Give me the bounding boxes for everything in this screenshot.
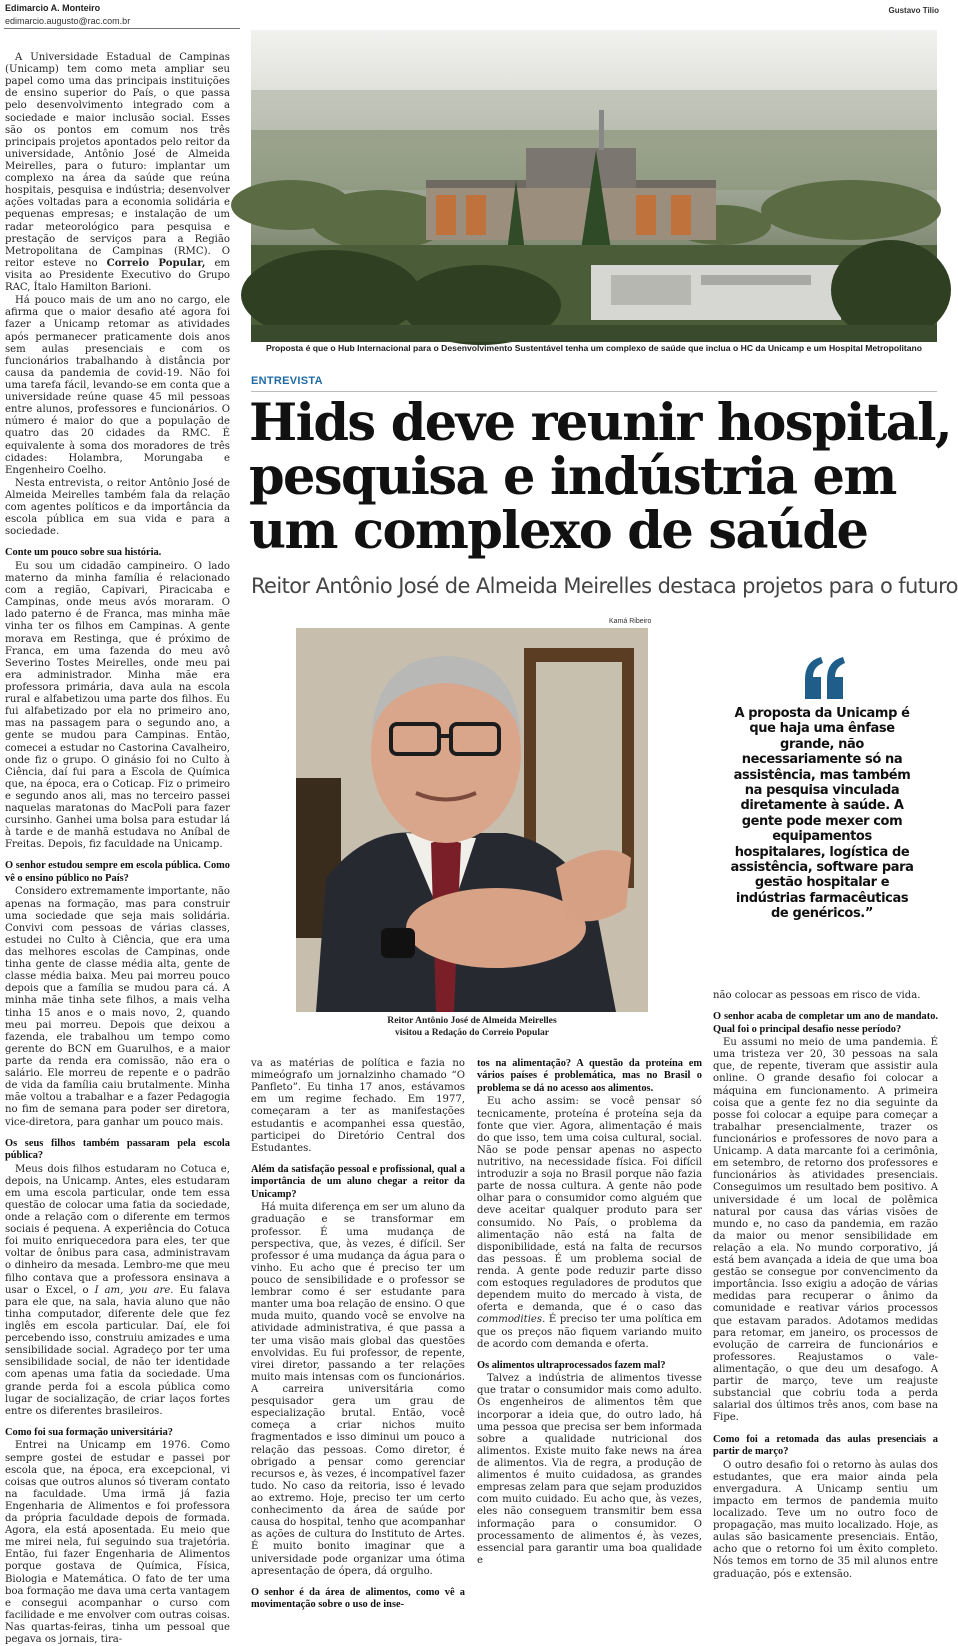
- interview-answer: Eu acho assim: se você pensar só tecnicamente, proteína é proteína seja da fonte que vier. Agora, alimentação é mais do que isso, tem uma coisa cultural, social. Não se pode pensar apenas no aspecto nutritivo, na necessidade física. Foi difícil introduzir a soja no Brasil porque não fazia parte de nossa cultura. A gente não pode olhar para o consumidor como alguém que deve aceitar qualquer produto para ser consumido. No País, o problema da alimentação não está na falta de disponibilidade, está na falta de recursos das pessoas. É um problema social de renda. A gente pode reduzir parte disso com estoques reguladores de produtos que dependem muito do mercado à vista, de oferta e demanda, que é o caso das commodities. É preciso ter uma política em que os preços não fiquem variando muito de acordo com demanda e oferta.: [477, 1096, 703, 1350]
- portrait-caption-line: visitou a Redação do Correio Popular: [394, 1026, 550, 1038]
- headline-line: um complexo de saúde: [249, 501, 868, 561]
- pull-quote-line: necessariamente só na: [741, 752, 903, 768]
- intro-paragraph: Nesta entrevista, o reitor Antônio José de Almeida Meirelles também fala da relação com agentes políticos e da importância da escola pública em sua vida e para a sociedade.: [5, 477, 230, 538]
- pull-quote-line: na pesquisa vinculada: [744, 783, 900, 799]
- top-photo-caption: Proposta é que o Hub Internacional para o Desenvolvimento Sustentável tenha um complexo de saúde que inclua o HC da Unicamp e um Hospital Metropolitano: [265, 343, 923, 353]
- portrait-caption: [340, 1015, 604, 1038]
- author-name: Edimarcio A. Monteiro: [5, 3, 101, 13]
- interview-answer: Meus dois filhos estudaram no Cotuca e, depois, na Unicamp. Antes, eles estudaram em uma escola particular, onde tem essa questão de colocar uma fatia da sociedade, onde a relação com o diferente em termos sociais é pequena. A experiência do Cotuca foi muito enriquecedora para eles, ter que voltar de ônibus para casa, administravam o dinheiro da mesada. Lembro-me que meu filho contava que a professora ensinava a usar o Excel, o I am, you are. Eu falava para ele que, na sala, havia aluno que não tinha computador, diferente dele que fez inglês em escola particular. Daí, ele foi percebendo isso, construiu amizades e uma sensibilidade social. Agradeço por ter uma sensibilidade social, de não ter identidade com apenas uma fatia da sociedade. Uma grande perda foi a escola pública como lugar de socialização, de criar laços fortes entre os diferentes brasileiros.: [5, 1163, 230, 1417]
- kicker-divider: [251, 391, 937, 392]
- pull-quote-line: A proposta da Unicamp é: [734, 706, 910, 721]
- rector-portrait-photo: [296, 628, 648, 1012]
- interview-answer: Eu assumi no meio de uma pandemia. É uma tristeza ver 20, 30 pessoas na sala que, de repente, tiveram que assistir aula online. O grande desafio foi colocar a máquina em funcionamento. A primeira coisa que a gente fez no dia seguinte da posse foi colocar a equipe para começar a trabalhar presencialmente, trazer os funcionários e professores de novo para a Unicamp. A data marcante foi a cerimônia, em setembro, de retorno dos professores e funcionários às atividades presenciais. Conseguimos um resultado bem positivo. A universidade é um local de polêmica natural por causa das várias visões de mundo e, no caso da pandemia, em razão da maior ou menor sensibilidade em relação a ela. No mundo corporativo, já está bem avançada a ideia de que uma boa gestão se consegue por convencimento da importância. Isso exigiu a adoção de várias medidas para recuperar o ânimo da comunidade e reativar vários processos que estavam parados. Adotamos medidas para retomar, em janeiro, os processos de evolução de carreira de funcionários e professores. Reajustamos o vale-alimentação, o que deu um desafogo. A partir de março, teve um reajuste substancial que cobriu toda a perda salarial dos últimos três anos, com base na Fipe.: [713, 1037, 938, 1424]
- pull-quote-line: indústrias farmacêuticas: [735, 890, 909, 906]
- pull-quote-line: diretamente à saúde. A: [740, 798, 904, 814]
- interview-answer: Talvez a indústria de alimentos tivesse que tratar o consumidor mais como adulto. Os engenheiros de alimentos têm que incorporar a ideia que, do outro lado, há uma pessoa que precisa ser bem informada sobre a qualidade nutricional dos alimentos. Existe muito fake news na área de alimentos. Via de regra, a produção de alimentos é muito cuidadosa, as grandes empresas zelam para que sejam produzidos com muito cuidado. Eu acho que, às vezes, eles não conseguem transmitir bem essa informação para o consumidor. O processamento de alimentos é, às vezes, essencial para garantir uma boa qualidade e: [477, 1373, 702, 1566]
- subheadline: Reitor Antônio José de Almeida Meirelles destaca projetos para o futuro: [251, 574, 958, 598]
- interview-question: Os alimentos ultraprocessados fazem mal?: [477, 1359, 666, 1371]
- pull-quote-line: gestão hospitalar e: [754, 875, 890, 891]
- portrait-photo-credit: Kamá Ribeiro: [609, 618, 652, 625]
- section-kicker: ENTREVISTA: [251, 375, 323, 387]
- byline-divider: [4, 28, 240, 29]
- pull-quote-line: que haja uma ênfase: [749, 721, 895, 737]
- interview-question: Além da satisfação pessoal e profissional, qual a importância de um aluno chegar a reitor da Unicamp?: [251, 1163, 465, 1200]
- campus-aerial-photo: [251, 30, 937, 342]
- pull-quote: [706, 706, 938, 922]
- intro-paragraph: A Universidade Estadual de Campinas (Unicamp) tem como meta ampliar seu papel como uma das principais instituições de ensino superior do País, o que passa pelo desenvolvimento integrado com a sociedade e maior inclusão social. Esses são os pontos em comum nos três principais projetos apontados pelo reitor da universidade, Antônio José de Almeida Meirelles, para o futuro: implantar um complexo na área da saúde que reúna hospitais, pesquisa e indústria; desenvolver ações voltadas para a economia solidária e pequenas empresas; e instalação de um radar meteorológico para pesquisa e prestação de serviços para a Região Metropolitana de Campinas (RMC). O reitor esteve no Correio Popular, em visita ao Presidente Executivo do Grupo RAC, Ítalo Hamilton Barioni.: [5, 52, 230, 294]
- pull-quote-line: assistência, mas também: [733, 767, 911, 783]
- headline-line: Hids deve reunir hospital,: [249, 393, 952, 453]
- interview-question: Como foi sua formação universitária?: [5, 1426, 173, 1438]
- quote-mark-icon: [803, 655, 847, 701]
- intro-paragraph: Há pouco mais de um ano no cargo, ele afirma que o maior desafio até agora foi fazer a Unicamp retomar as atividades após permanecer praticamente dois anos sem aulas presenciais e com os funcionários trabalhando à distância por causa da pandemia de covid-19. Não foi uma tarefa fácil, levando-se em conta que a universidade reúne quase 45 mil pessoas entre alunos, professores e funcionários. O número é maior do que a população de quatro das 20 cidades da RMC. É equivalente à soma dos moradores de três cidades: Holambra, Morungaba e Engenheiro Coelho.: [5, 295, 230, 476]
- interview-question: O senhor é da área de alimentos, como vê a movimentação sobre o uso de inse-: [251, 1586, 465, 1611]
- interview-answer: va as matérias de política e fazia no mimeógrafo um jornalzinho chamado “O Panfleto”. Eu tinha 17 anos, estávamos em um regime fechado. Em 1977, começaram a ter as manifestações estudantis e acompanhei essa questão, participei do Diretório Central dos Estudantes.: [251, 1058, 465, 1154]
- pull-quote-line: hospitalares, logística de: [734, 844, 910, 860]
- interview-answer: O outro desafio foi o retorno às aulas dos estudantes, que era maior ainda pela envergadura. A Unicamp sentiu um impacto em termos de pandemia muito localizado. Teve um no outro foco de propagação, mas muito localizado. Hoje, as aulas são basicamente presenciais. Então, acho que o retorno foi um êxito completo. Nós temos em torno de 35 mil alunos entre graduação, pós e extensão.: [713, 1459, 938, 1580]
- interview-question: Como foi a retomada das aulas presenciais a partir de março?: [713, 1433, 938, 1458]
- article-column-4: [713, 990, 938, 1580]
- headline-line: pesquisa e indústria em: [249, 447, 896, 507]
- author-email: edimarcio.augusto@rac.com.br: [5, 16, 131, 26]
- article-column-1: [5, 52, 230, 1646]
- pull-quote-line: equipamentos: [772, 829, 872, 845]
- interview-answer: Eu sou um cidadão campineiro. O lado materno da minha família é relacionado com a região, Capivari, Piracicaba e Campinas, onde meus avós moraram. O lado paterno é de Franca, mas minha mãe vinha ter os filhos em Campinas. A gente morava em Restinga, que é próximo de Franca, em uma fazenda do meu avô Severino Tostes Meirelles, onde meu pai era administrador. Minha mãe era professora primária, dava aula na escola rural e alfabetizou uma parte dos filhos. Eu fui alfabetizado por ela no primeiro ano, mas na passagem para o segundo ano, a gente se mudou para Campinas. Então, comecei a estudar no Castorina Cavalheiro, onde fiz o grupo. O ginásio foi no Culto à Ciência, daí fui para a Escola de Química que, na época, era o Coticap. Fiz o primeiro e segundo anos ali, mas no terceiro passei naquelas maratonas do MacPoli para fazer cursinho. Ganhei uma bolsa para estudar lá à tarde e de manhã estudava no Aníbal de Freitas. Depois, fiz faculdade na Unicamp.: [5, 560, 230, 851]
- pull-quote-line: de genéricos.”: [771, 906, 873, 922]
- pull-quote-line: gente pode mexer com: [741, 813, 903, 829]
- interview-answer: Há muita diferença em ser um aluno da graduação e se transformar em professor. É uma mudança de perspectiva, que, às vezes, é difícil. Ser professor é uma mudança da água para o vinho. Eu acho que é preciso ter um pouco de sensibilidade e o professor se lembrar como é ser estudante para manter uma boa relação de ensino. O que muda muito, quando você se envolve na atividade administrativa, é que passa a ter uma visão mais global das questões envolvidas. Eu fui professor, de repente, virei diretor, passando a ter relações muito mais intensas com os funcionários. A carreira universitária como pesquisador gera um grau de especialização brutal. Então, você começa a criar nichos muito fragmentados e isso diminui um pouco a relação das pessoas. Como diretor, é obrigado a pensar como gerenciar recursos e, às vezes, é incompatível fazer tudo. No caso da reitoria, isso é levado ao extremo. Hoje, preciso ter um certo conhecimento da área de saúde por causa do hospital, tenho que acompanhar as ações de cultura do Instituto de Artes. É muito bonito imaginar que a universidade pode organizar uma ótima apresentação de ópera, dá orgulho.: [251, 1202, 465, 1577]
- portrait-caption-line: Reitor Antônio José de Almeida Meirelles: [387, 1015, 557, 1026]
- article-column-3: [477, 1058, 702, 1570]
- interview-question: tos na alimentação? A questão da proteína em vários países é problemática, mas no Brasil o problema se dá no acesso aos alimentos.: [477, 1058, 702, 1094]
- interview-question: Os seus filhos também passaram pela escola pública?: [5, 1137, 230, 1162]
- interview-answer: Entrei na Unicamp em 1976. Como sempre gostei de estudar e passei por escola que, na época, era excepcional, vi coisas que outros alunos só tiveram contato na faculdade. Uma irmã já fazia Engenharia de Alimentos e foi professora da própria faculdade depois de formada. Agora, ela está aposentada. Eu meio que me mirei nela, fui seguindo sua trajetória. Então, fui fazer Engenharia de Alimentos porque gostava de Química, Física, Biologia e Matemática. O fato de ter uma boa formação me dava uma certa vantagem e consegui acompanhar o curso com facilidade e me envolver com outras coisas. Nas quartas-feiras, tinha um pessoal que pegava os jornais, tira-: [5, 1440, 230, 1646]
- interview-question: O senhor estudou sempre em escola pública. Como vê o ensino público no País?: [5, 860, 230, 884]
- interview-answer: Considero extremamente importante, não apenas na formação, mas para construir uma sociedade que seja mais solidária. Convivi com pessoas de várias classes, estudei no Culto à Ciência, que era uma das melhores escolas de Campinas, onde tinha gente de classe média alta, gente de classe média baixa. Meu pai morreu pouco depois que a família se mudou para cá. A minha mãe tinha sete filhos, a mais velha tinha 15 anos e o mais novo, 2, quando meu pai morreu. Depois que deixou a fazenda, ele trabalhou um tempo como gerente do BCN em Guarulhos, e a maior parte da renda era comissão, não era o salário. Ele morreu de repente e o padrão de vida da família caiu brutalmente. Minha mãe voltou a trabalhar e a fazer Pedagogia no fim de semana para poder ser diretora, vice-diretora, para ganhar um pouco mais.: [5, 886, 230, 1128]
- article-column-2: [251, 1058, 465, 1611]
- interview-question: Conte um pouco sobre sua história.: [5, 547, 162, 559]
- top-photo-credit: Gustavo Tilio: [888, 6, 939, 15]
- pull-quote-line: grande, não: [780, 736, 864, 752]
- interview-question: O senhor acaba de completar um ano de mandato. Qual foi o principal desafio nesse período?: [713, 1011, 938, 1035]
- headline: [249, 393, 952, 561]
- pull-quote-line: assistência, software para: [730, 860, 914, 876]
- interview-answer: não colocar as pessoas em risco de vida.: [713, 990, 921, 1001]
